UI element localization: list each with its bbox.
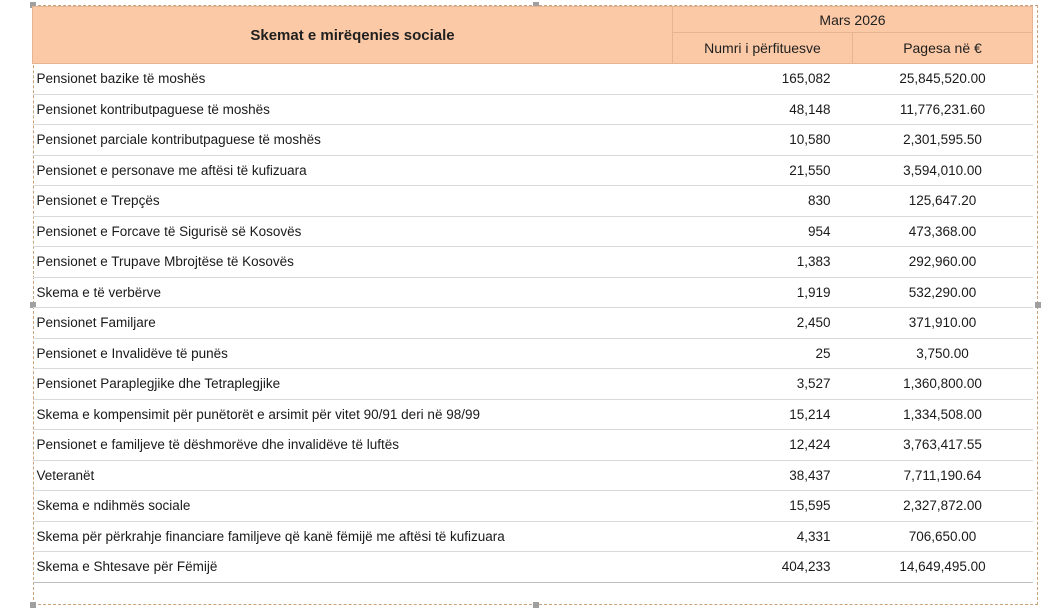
scheme-name-cell: Pensionet e Trepçës <box>33 186 673 217</box>
table-row <box>33 308 1033 339</box>
scheme-name-cell: Pensionet Familjare <box>33 308 673 339</box>
table-row <box>33 64 1033 95</box>
scheme-name-cell: Pensionet parciale kontributpaguese të moshës <box>33 125 673 156</box>
beneficiaries-cell: 830 <box>673 186 853 217</box>
beneficiaries-cell: 1,383 <box>673 247 853 278</box>
payment-cell: 3,594,010.00 <box>853 155 1033 186</box>
payment-cell: 706,650.00 <box>853 521 1033 552</box>
beneficiaries-cell: 404,233 <box>673 552 853 583</box>
table-row <box>33 338 1033 369</box>
scheme-name-cell: Skema e ndihmës sociale <box>33 491 673 522</box>
resize-handle-bottom-left[interactable] <box>30 602 36 608</box>
table-row <box>33 277 1033 308</box>
payment-cell: 3,750.00 <box>853 338 1033 369</box>
scheme-name-cell: Pensionet Paraplegjike dhe Tetraplegjike <box>33 369 673 400</box>
table-row <box>33 369 1033 400</box>
beneficiaries-header: Numri i përfituesve <box>673 33 853 64</box>
beneficiaries-cell: 48,148 <box>673 94 853 125</box>
payment-cell: 25,845,520.00 <box>853 64 1033 95</box>
scheme-name-cell: Skema e të verbërve <box>33 277 673 308</box>
scheme-name-cell: Pensionet e Forcave të Sigurisë së Kosovës <box>33 216 673 247</box>
table-row <box>33 247 1033 278</box>
table-title: Skemat e mirëqenies sociale <box>33 7 673 64</box>
resize-handle-middle-right[interactable] <box>1035 302 1041 308</box>
payment-cell: 125,647.20 <box>853 186 1033 217</box>
beneficiaries-cell: 10,580 <box>673 125 853 156</box>
payment-cell: 3,763,417.55 <box>853 430 1033 461</box>
table-row <box>33 399 1033 430</box>
payment-cell: 1,334,508.00 <box>853 399 1033 430</box>
payment-cell: 292,960.00 <box>853 247 1033 278</box>
scheme-name-cell: Skema për përkrahje financiare familjeve që kanë fëmijë me aftësi të kufizuara <box>33 521 673 552</box>
scheme-name-cell: Pensionet e personave me aftësi të kufizuara <box>33 155 673 186</box>
payment-cell: 11,776,231.60 <box>853 94 1033 125</box>
beneficiaries-cell: 38,437 <box>673 460 853 491</box>
scheme-name-cell: Pensionet kontributpaguese të moshës <box>33 94 673 125</box>
beneficiaries-cell: 1,919 <box>673 277 853 308</box>
scheme-name-cell: Pensionet e Invalidëve të punës <box>33 338 673 369</box>
beneficiaries-cell: 21,550 <box>673 155 853 186</box>
scheme-name-cell: Pensionet e Trupave Mbrojtëse të Kosovës <box>33 247 673 278</box>
resize-handle-bottom-middle[interactable] <box>533 602 539 608</box>
payment-cell: 1,360,800.00 <box>853 369 1033 400</box>
beneficiaries-cell: 15,214 <box>673 399 853 430</box>
payment-cell: 14,649,495.00 <box>853 552 1033 583</box>
payment-cell: 2,301,595.50 <box>853 125 1033 156</box>
table-row <box>33 125 1033 156</box>
scheme-name-cell: Skema e Shtesave për Fëmijë <box>33 552 673 583</box>
table-row <box>33 155 1033 186</box>
table-row <box>33 460 1033 491</box>
scheme-name-cell: Veteranët <box>33 460 673 491</box>
beneficiaries-cell: 3,527 <box>673 369 853 400</box>
table-row <box>33 186 1033 217</box>
table-row <box>33 94 1033 125</box>
beneficiaries-cell: 2,450 <box>673 308 853 339</box>
payment-cell: 473,368.00 <box>853 216 1033 247</box>
payments-header: Pagesa në € <box>853 33 1033 64</box>
scheme-name-cell: Skema e kompensimit për punëtorët e arsimit për vitet 90/91 deri në 98/99 <box>33 399 673 430</box>
table-row <box>33 552 1033 583</box>
beneficiaries-cell: 15,595 <box>673 491 853 522</box>
scheme-name-cell: Pensionet bazike të moshës <box>33 64 673 95</box>
beneficiaries-cell: 165,082 <box>673 64 853 95</box>
beneficiaries-cell: 4,331 <box>673 521 853 552</box>
beneficiaries-cell: 25 <box>673 338 853 369</box>
social-schemes-table <box>32 6 1033 583</box>
table-row <box>33 430 1033 461</box>
payment-cell: 2,327,872.00 <box>853 491 1033 522</box>
table-header <box>33 7 1033 64</box>
table-body <box>33 64 1033 583</box>
period-header: Mars 2026 <box>673 7 1033 33</box>
table-row <box>33 491 1033 522</box>
table-row <box>33 216 1033 247</box>
scheme-name-cell: Pensionet e familjeve të dëshmorëve dhe invalidëve të luftës <box>33 430 673 461</box>
table-row <box>33 521 1033 552</box>
header-row-top <box>33 7 1033 33</box>
beneficiaries-cell: 12,424 <box>673 430 853 461</box>
payment-cell: 7,711,190.64 <box>853 460 1033 491</box>
beneficiaries-cell: 954 <box>673 216 853 247</box>
payment-cell: 371,910.00 <box>853 308 1033 339</box>
payment-cell: 532,290.00 <box>853 277 1033 308</box>
